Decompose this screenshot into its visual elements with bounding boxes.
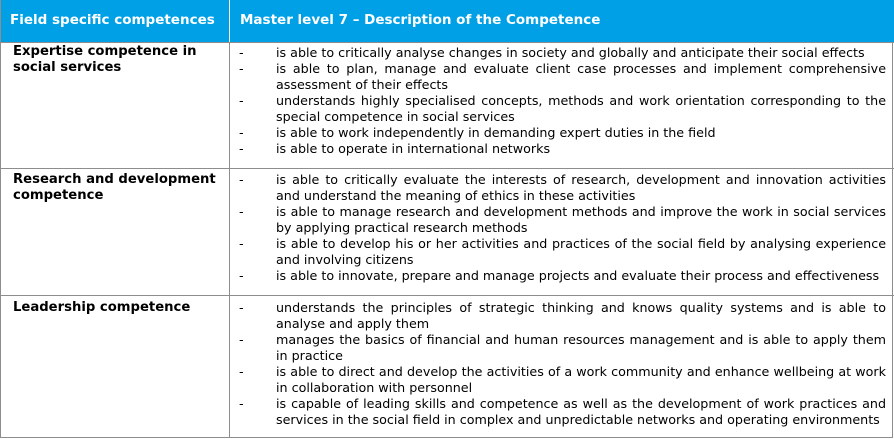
dash-bullet: - — [239, 300, 244, 315]
dash-bullet: - — [239, 364, 244, 379]
list-item — [230, 300, 886, 332]
list-item-text: is able to direct and develop the activities of a work community and enhance wellbeing at work in collaboration with personnel — [276, 364, 886, 395]
dash-bullet: - — [239, 172, 244, 187]
row-label: Research and development competence — [13, 172, 216, 203]
list-item-text: is able to innovate, prepare and manage projects and evaluate their process and effectiveness — [276, 268, 880, 283]
list-item — [230, 93, 886, 125]
dash-bullet: - — [239, 141, 244, 156]
table-row-expertise — [1, 42, 894, 168]
table-row-leadership — [1, 295, 894, 438]
list-item-text: is able to critically analyse changes in society and globally and anticipate their social effects — [276, 45, 865, 60]
list-item-text: understands highly specialised concepts, methods and work orientation corresponding to the special competence in social services — [276, 93, 886, 124]
list-item — [230, 396, 886, 428]
dash-bullet: - — [239, 125, 244, 140]
list-item-text: is capable of leading skills and competence as well as the development of work practices and services in the social field in complex and unpredictable networks and operating environments — [276, 396, 886, 427]
header-master-level-description: Master level 7 – Description of the Competence — [240, 12, 601, 28]
dash-bullet: - — [239, 268, 244, 283]
list-item — [230, 45, 886, 61]
list-item — [230, 172, 886, 204]
list-item — [230, 61, 886, 93]
list-item-text: is able to manage research and development methods and improve the work in social services by applying practical research methods — [276, 204, 886, 235]
list-item-text: is able to plan, manage and evaluate client case processes and implement comprehensive assessment of their effects — [276, 61, 886, 92]
header-divider — [229, 0, 230, 42]
list-item — [230, 268, 886, 284]
dash-bullet: - — [239, 61, 244, 76]
list-item — [230, 332, 886, 364]
competence-list — [230, 45, 886, 157]
dash-bullet: - — [239, 396, 244, 411]
list-item-text: understands the principles of strategic thinking and knows quality systems and is able to analyse and apply them — [276, 300, 886, 331]
table-row-research — [1, 168, 894, 295]
competence-list — [230, 300, 886, 428]
list-item-text: is able to critically evaluate the interests of research, development and innovation activities and understand the meaning of ethics in these activities — [276, 172, 886, 203]
list-item — [230, 364, 886, 396]
dash-bullet: - — [239, 45, 244, 60]
header-field-specific-competences: Field specific competences — [10, 12, 215, 28]
dash-bullet: - — [239, 204, 244, 219]
competence-list — [230, 172, 886, 284]
row-label: Leadership competence — [13, 300, 191, 315]
table-header — [1, 0, 894, 42]
list-item — [230, 204, 886, 236]
dash-bullet: - — [239, 236, 244, 251]
list-item — [230, 141, 886, 157]
dash-bullet: - — [239, 93, 244, 108]
row-label: Expertise competence in social services — [13, 44, 197, 75]
list-item — [230, 236, 886, 268]
list-item-text: is able to work independently in demanding expert duties in the field — [276, 125, 716, 140]
list-item-text: is able to develop his or her activities and practices of the social field by analysing experience and involving citizens — [276, 236, 886, 267]
list-item-text: is able to operate in international networks — [276, 141, 551, 156]
list-item — [230, 125, 886, 141]
list-item-text: manages the basics of financial and human resources management and is able to apply them in practice — [276, 332, 886, 363]
dash-bullet: - — [239, 332, 244, 347]
